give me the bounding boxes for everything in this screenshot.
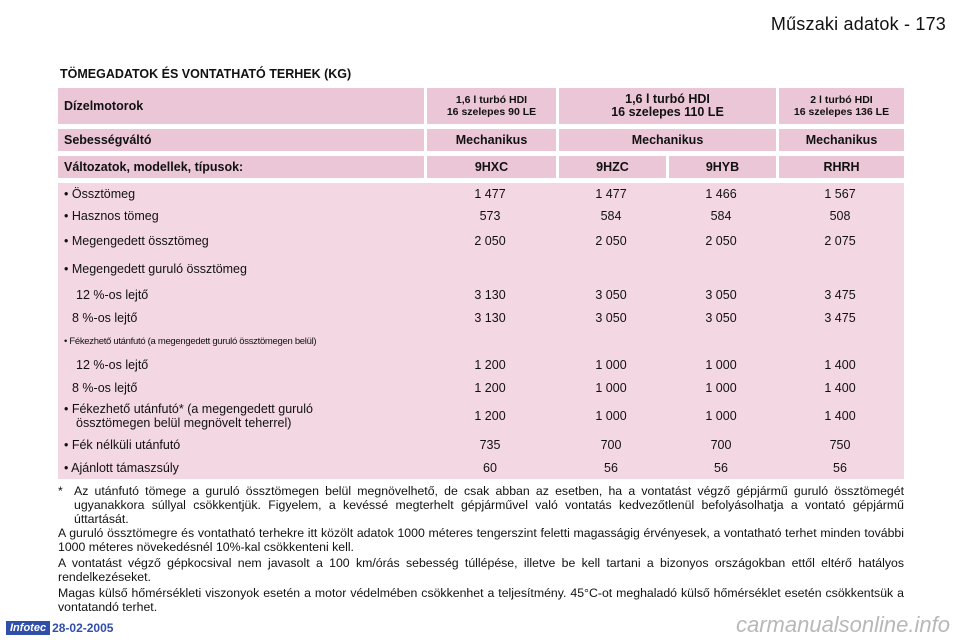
- cell: 1 200: [424, 376, 556, 399]
- row-label: • Össztömeg: [58, 183, 424, 205]
- variant-col-3: 9HYB: [666, 156, 776, 178]
- footnote-speed: A vontatást végző gépkocsival nem javasolt a 100 km/órás sebesség túllépése, illetve be kell tartani a bizonyos országokban ettől eltérő hatályos rendelkezéseket.: [58, 556, 904, 584]
- variant-col-4: RHRH: [776, 156, 904, 178]
- cell: 3 050: [666, 283, 776, 306]
- variant-row: [58, 156, 904, 178]
- table-row: [58, 183, 904, 205]
- cell: 584: [666, 205, 776, 227]
- footnote-mark: *: [58, 484, 63, 498]
- gearbox-col-1: Mechanikus: [424, 129, 556, 151]
- cell: 3 130: [424, 306, 556, 329]
- cell: 508: [776, 205, 904, 227]
- cell: 1 000: [666, 399, 776, 433]
- cell: 56: [666, 456, 776, 479]
- row-label: • Megengedett össztömeg: [58, 227, 424, 255]
- cell: 1 567: [776, 183, 904, 205]
- cell: 56: [776, 456, 904, 479]
- row-label: • Fékezhető utánfutó* (a megengedett guruló össztömegen belül megnövelt teherrel): [58, 399, 424, 433]
- table-row: [58, 329, 904, 353]
- watermark: carmanualsonline.info: [735, 612, 950, 637]
- infotec-logo: Infotec: [6, 621, 50, 635]
- engine-label: Dízelmotorok: [58, 88, 424, 124]
- cell: 1 400: [776, 399, 904, 433]
- cell: 1 477: [424, 183, 556, 205]
- cell: 1 400: [776, 376, 904, 399]
- cell: 3 050: [556, 306, 666, 329]
- cell: 1 200: [424, 353, 556, 376]
- cell: 60: [424, 456, 556, 479]
- cell: 3 050: [666, 306, 776, 329]
- cell: 3 130: [424, 283, 556, 306]
- cell: 1 200: [424, 399, 556, 433]
- table-row: [58, 283, 904, 306]
- table-row: [58, 399, 904, 433]
- gearbox-row: [58, 129, 904, 151]
- row-label: • Hasznos tömeg: [58, 205, 424, 227]
- gearbox-label: Sebességváltó: [58, 129, 424, 151]
- cell: 584: [556, 205, 666, 227]
- cell: 700: [556, 433, 666, 456]
- footnotes: [58, 484, 904, 616]
- cell: 1 000: [556, 399, 666, 433]
- footnote-star-text: Az utánfutó tömege a guruló össztömegen belül megnövelhető, de csak abban az esetben, ha a vontatást végző gépjármű guruló össztömegét ugyanakkora súllyal csökkentjük. Figyelem, a kevéssé megterhelt gépjárművel való vontatás kedvezőtlenül befolyásolhatja a vontató gépjármű úttartását.: [74, 484, 904, 526]
- row-label: • Megengedett guruló össztömeg: [58, 255, 904, 283]
- table-row: [58, 376, 904, 399]
- variant-col-2: 9HZC: [556, 156, 666, 178]
- cell: 1 400: [776, 353, 904, 376]
- weights-table: [58, 88, 904, 479]
- table-row: [58, 433, 904, 456]
- row-label: • Fék nélküli utánfutó: [58, 433, 424, 456]
- cell: 1 000: [666, 376, 776, 399]
- cell: 1 000: [556, 376, 666, 399]
- table-row: [58, 456, 904, 479]
- footer-brand: [6, 620, 113, 636]
- gearbox-col-2: Mechanikus: [556, 129, 776, 151]
- variant-col-1: 9HXC: [424, 156, 556, 178]
- engine-col-1: 1,6 l turbó HDI 16 szelepes 90 LE: [424, 88, 556, 124]
- cell: 1 466: [666, 183, 776, 205]
- row-label: 12 %-os lejtő: [58, 353, 424, 376]
- cell: 750: [776, 433, 904, 456]
- row-label: 8 %-os lejtő: [58, 376, 424, 399]
- engine-col-3: 2 l turbó HDI 16 szelepes 136 LE: [776, 88, 904, 124]
- table-row: [58, 227, 904, 255]
- cell: 700: [666, 433, 776, 456]
- cell: 2 075: [776, 227, 904, 255]
- footnote-temperature: Magas külső hőmérsékleti viszonyok esetén a motor védelmében csökkenhet a teljesítmény. 45°C-ot meghaladó külső hőmérséklet esetén csökkentsük a vontatandó terhet.: [58, 586, 904, 614]
- row-label: • Fékezhető utánfutó (a megengedett guruló össztömegen belül): [58, 329, 904, 353]
- row-label: • Ajánlott támaszsúly: [58, 456, 424, 479]
- cell: 735: [424, 433, 556, 456]
- table-row: [58, 255, 904, 283]
- gearbox-col-3: Mechanikus: [776, 129, 904, 151]
- section-title: TÖMEGADATOK ÉS VONTATHATÓ TERHEK (KG): [60, 67, 352, 81]
- row-label: 8 %-os lejtő: [58, 306, 424, 329]
- cell: 56: [556, 456, 666, 479]
- cell: 2 050: [666, 227, 776, 255]
- cell: 3 475: [776, 306, 904, 329]
- table-row: [58, 353, 904, 376]
- footer-date: 28-02-2005: [52, 621, 114, 635]
- cell: 1 000: [556, 353, 666, 376]
- table-row: [58, 205, 904, 227]
- cell: 1 000: [666, 353, 776, 376]
- cell: 2 050: [424, 227, 556, 255]
- variant-label: Változatok, modellek, típusok:: [58, 156, 424, 178]
- row-label: 12 %-os lejtő: [58, 283, 424, 306]
- cell: 2 050: [556, 227, 666, 255]
- page-header-title: Műszaki adatok - 173: [770, 14, 946, 34]
- cell: 3 050: [556, 283, 666, 306]
- cell: 3 475: [776, 283, 904, 306]
- engine-col-2: 1,6 l turbó HDI 16 szelepes 110 LE: [556, 88, 776, 124]
- engine-row: [58, 88, 904, 124]
- cell: 1 477: [556, 183, 666, 205]
- cell: 573: [424, 205, 556, 227]
- table-row: [58, 306, 904, 329]
- footnote-star: [58, 484, 904, 526]
- footnote-altitude: A guruló össztömegre és vontatható terhekre itt közölt adatok 1000 méteres tengerszint feletti magasságig érvényesek, a vontatható terhet minden további 1000 méteres növekedésnél 10%-kal csökkenteni kell.: [58, 526, 904, 554]
